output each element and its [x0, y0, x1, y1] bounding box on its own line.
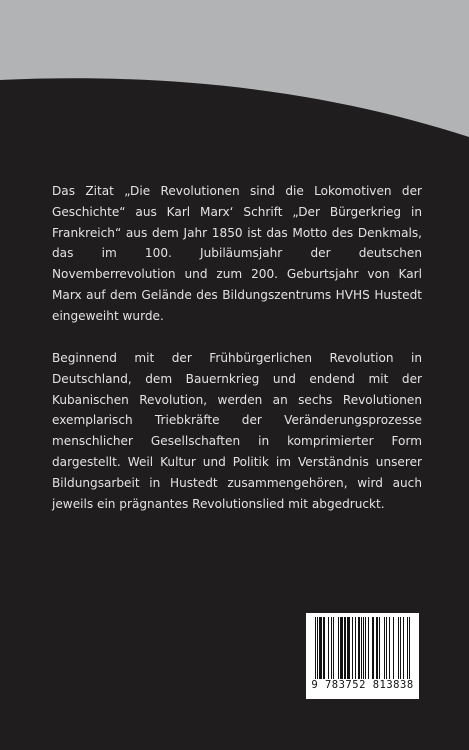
barcode-bar: [344, 617, 345, 679]
barcode-bar: [386, 617, 387, 679]
barcode-bar: [373, 617, 374, 679]
barcode-bar: [331, 617, 332, 679]
barcode-bar: [384, 617, 385, 679]
barcode-bar: [340, 617, 341, 679]
barcode-bar: [368, 617, 369, 679]
grey-curved-band: [0, 0, 469, 150]
barcode-bar: [376, 617, 377, 679]
barcode-bar: [358, 617, 359, 679]
barcode-bar: [338, 617, 339, 679]
barcode-bar: [341, 617, 342, 679]
barcode-bar: [377, 617, 378, 679]
barcode-bar: [320, 617, 321, 679]
barcode-bar: [349, 617, 350, 679]
barcode-bar: [409, 617, 410, 679]
barcode-bar: [365, 617, 366, 679]
barcode-bar: [348, 617, 349, 679]
barcode-bar: [328, 617, 329, 679]
barcode-bar: [398, 617, 399, 679]
barcode-bar: [372, 617, 373, 679]
barcode-bar: [359, 617, 360, 679]
barcode-bar: [352, 617, 353, 679]
barcode-bar: [389, 617, 390, 679]
barcode-bar: [317, 617, 318, 679]
barcode-bar: [319, 617, 320, 679]
isbn-number: 9 783752 813838: [306, 679, 419, 695]
barcode-bar: [361, 617, 362, 679]
barcode-bar: [333, 617, 334, 679]
band-shape: [0, 0, 469, 137]
barcode-bar: [393, 617, 394, 679]
barcode-bar: [323, 617, 324, 679]
barcode-bar: [345, 617, 346, 679]
barcode-bar: [324, 617, 325, 679]
barcode-bar: [315, 617, 316, 679]
barcode-bar: [321, 617, 322, 679]
barcode-bar: [379, 617, 380, 679]
barcode-bar: [347, 617, 348, 679]
description-paragraph-2: Beginnend mit der Frühbürgerlichen Revolution in Deutschland, dem Bauernkrieg und endend mit der Kubanischen Revolution, werden an sechs Revolutionen exemplarisch Triebkräfte der Veränderungsprozesse menschlicher Gesellschaften in komprimierter Form dargestellt. Weil Kultur und Politik im Verständnis unserer Bildungsarbeit in Hustedt zusammengehören, wird auch jeweils ein prägnantes Revolutionslied mit abgedruckt.: [52, 351, 422, 511]
barcode-bar: [407, 617, 408, 679]
barcode-bar: [400, 617, 401, 679]
barcode-bar: [355, 617, 356, 679]
barcode-bar: [342, 617, 343, 679]
description-paragraph-1: Das Zitat „Die Revolutionen sind die Lokomotiven der Geschichte“ aus Karl Marx‘ Schrift „Der Bürgerkrieg in Frankreich“ aus dem Jahr 1850 ist das Motto des Denkmals, das im 100. Jubiläumsjahr der deutschen Novemberrevolution und zum 200. Geburtsjahr von Karl Marx auf dem Gelände des Bildungszentrums HVHS Hustedt eingeweiht wurde.: [52, 184, 422, 323]
barcode-bar: [363, 617, 364, 679]
isbn-barcode: [306, 613, 419, 699]
barcode-bar: [403, 617, 404, 679]
